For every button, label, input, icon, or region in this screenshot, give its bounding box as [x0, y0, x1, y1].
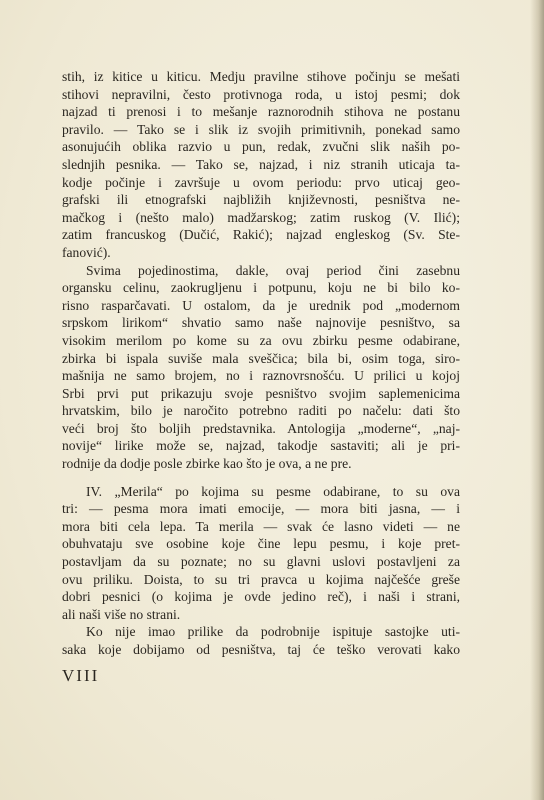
text-line: rodnije da dodje posle zbirke kao što je ova, a ne pre.	[62, 456, 352, 472]
text-line: mašnija ne samo brojem, no i raznovrsnošću. U prilici u kojoj	[62, 368, 460, 384]
text-line: novije“ lirike može se, najzad, takodje sastaviti; ali je pri-	[62, 438, 460, 454]
paragraph-2	[62, 262, 460, 473]
paragraph-4	[62, 623, 460, 658]
text-line: Srbi prvi put prikazuju svoje pesništvo svojim saplemenicima	[62, 385, 460, 401]
text-line: veći broj što boljih predstavnika. Antologija „moderne“, „naj-	[62, 420, 460, 436]
text-line: stihovi nepravilni, često protivnoga roda, u istoj pesmi; dok	[62, 86, 460, 102]
text-line: zatim francuskog (Dučić, Rakić); najzad engleskog (Sv. Ste-	[62, 227, 460, 243]
text-line: visokim merilom po kome su za ovu zbirku pesme odabirane,	[62, 332, 460, 348]
text-line: asonujućih oblika razvio u pun, redak, zvučni slik naših po-	[62, 139, 460, 155]
text-line: postavljam da su poznate; no su glavni uslovi postavljeni za	[62, 554, 460, 570]
text-line: grafski ili etnografski najbližih književnosti, pesništva ne-	[62, 192, 460, 208]
paragraph-1	[62, 68, 460, 262]
text-line: ali naši više no strani.	[62, 606, 181, 622]
text-line: obuhvataju sve osobine koje čine lepu pesmu, i koje pret-	[62, 536, 460, 552]
text-line: stih, iz kitice u kiticu. Medju pravilne stihove počinju se mešati	[62, 69, 460, 84]
text-line: srpskom lirikom“ shvatio samo naše najnovije pesništvo, sa	[62, 315, 460, 331]
text-line: najzad ti prenosi i to mešanje raznorodnih stihova ne postanu	[62, 104, 460, 120]
text-line: organsku celinu, zaokrugljenu i potpunu, koju ne bi bilo ko-	[62, 280, 460, 296]
text-line: risno rasparčavati. U ostalom, da je urednik pod „modernom	[62, 297, 460, 313]
body-text	[62, 68, 460, 659]
text-line: IV. „Merila“ po kojima su pesme odabirane, to su ova	[86, 483, 460, 499]
text-line: ovu priliku. Doista, to su tri pravca u kojima najčešće greše	[62, 571, 460, 587]
text-line: fanović).	[62, 244, 111, 260]
page-number: VIII	[62, 666, 100, 685]
text-line: saka koje dobijamo od pesništva, taj će teško verovati kako	[62, 642, 460, 657]
text-line: hrvatskim, bilo je naročito potrebno raditi po načelu: dati što	[62, 403, 460, 419]
text-line: zbirka bi ispala suviše mala sveščica; bila bi, osim toga, siro-	[62, 350, 460, 366]
text-line: mačkog i (nešto malo) madžarskog; zatim ruskog (V. Ilić);	[62, 209, 460, 225]
paragraph-3	[62, 483, 460, 624]
text-line: kodje počinje i završuje u ovom periodu: prvo uticaj geo-	[62, 174, 460, 190]
text-line: dobri pesnici (o kojima je ovde jedino reč), i naši i strani,	[62, 589, 460, 605]
text-line: Ko nije imao prilike da podrobnije ispituje sastojke uti-	[86, 624, 460, 640]
text-line: slednjih pesnika. — Tako se, najzad, i niz stranih uticaja ta-	[62, 156, 460, 172]
page-edge-shadow	[530, 0, 544, 800]
text-line: mora biti cela lepa. Ta merila — svak će lasno videti — ne	[62, 518, 460, 534]
text-line: tri: — pesma mora imati emocije, — mora biti jasna, — i	[62, 501, 460, 517]
text-line: pravilo. — Tako se i slik iz svojih primitivnih, ponekad samo	[62, 121, 460, 137]
text-line: Svima pojedinostima, dakle, ovaj period čini zasebnu	[86, 262, 460, 278]
